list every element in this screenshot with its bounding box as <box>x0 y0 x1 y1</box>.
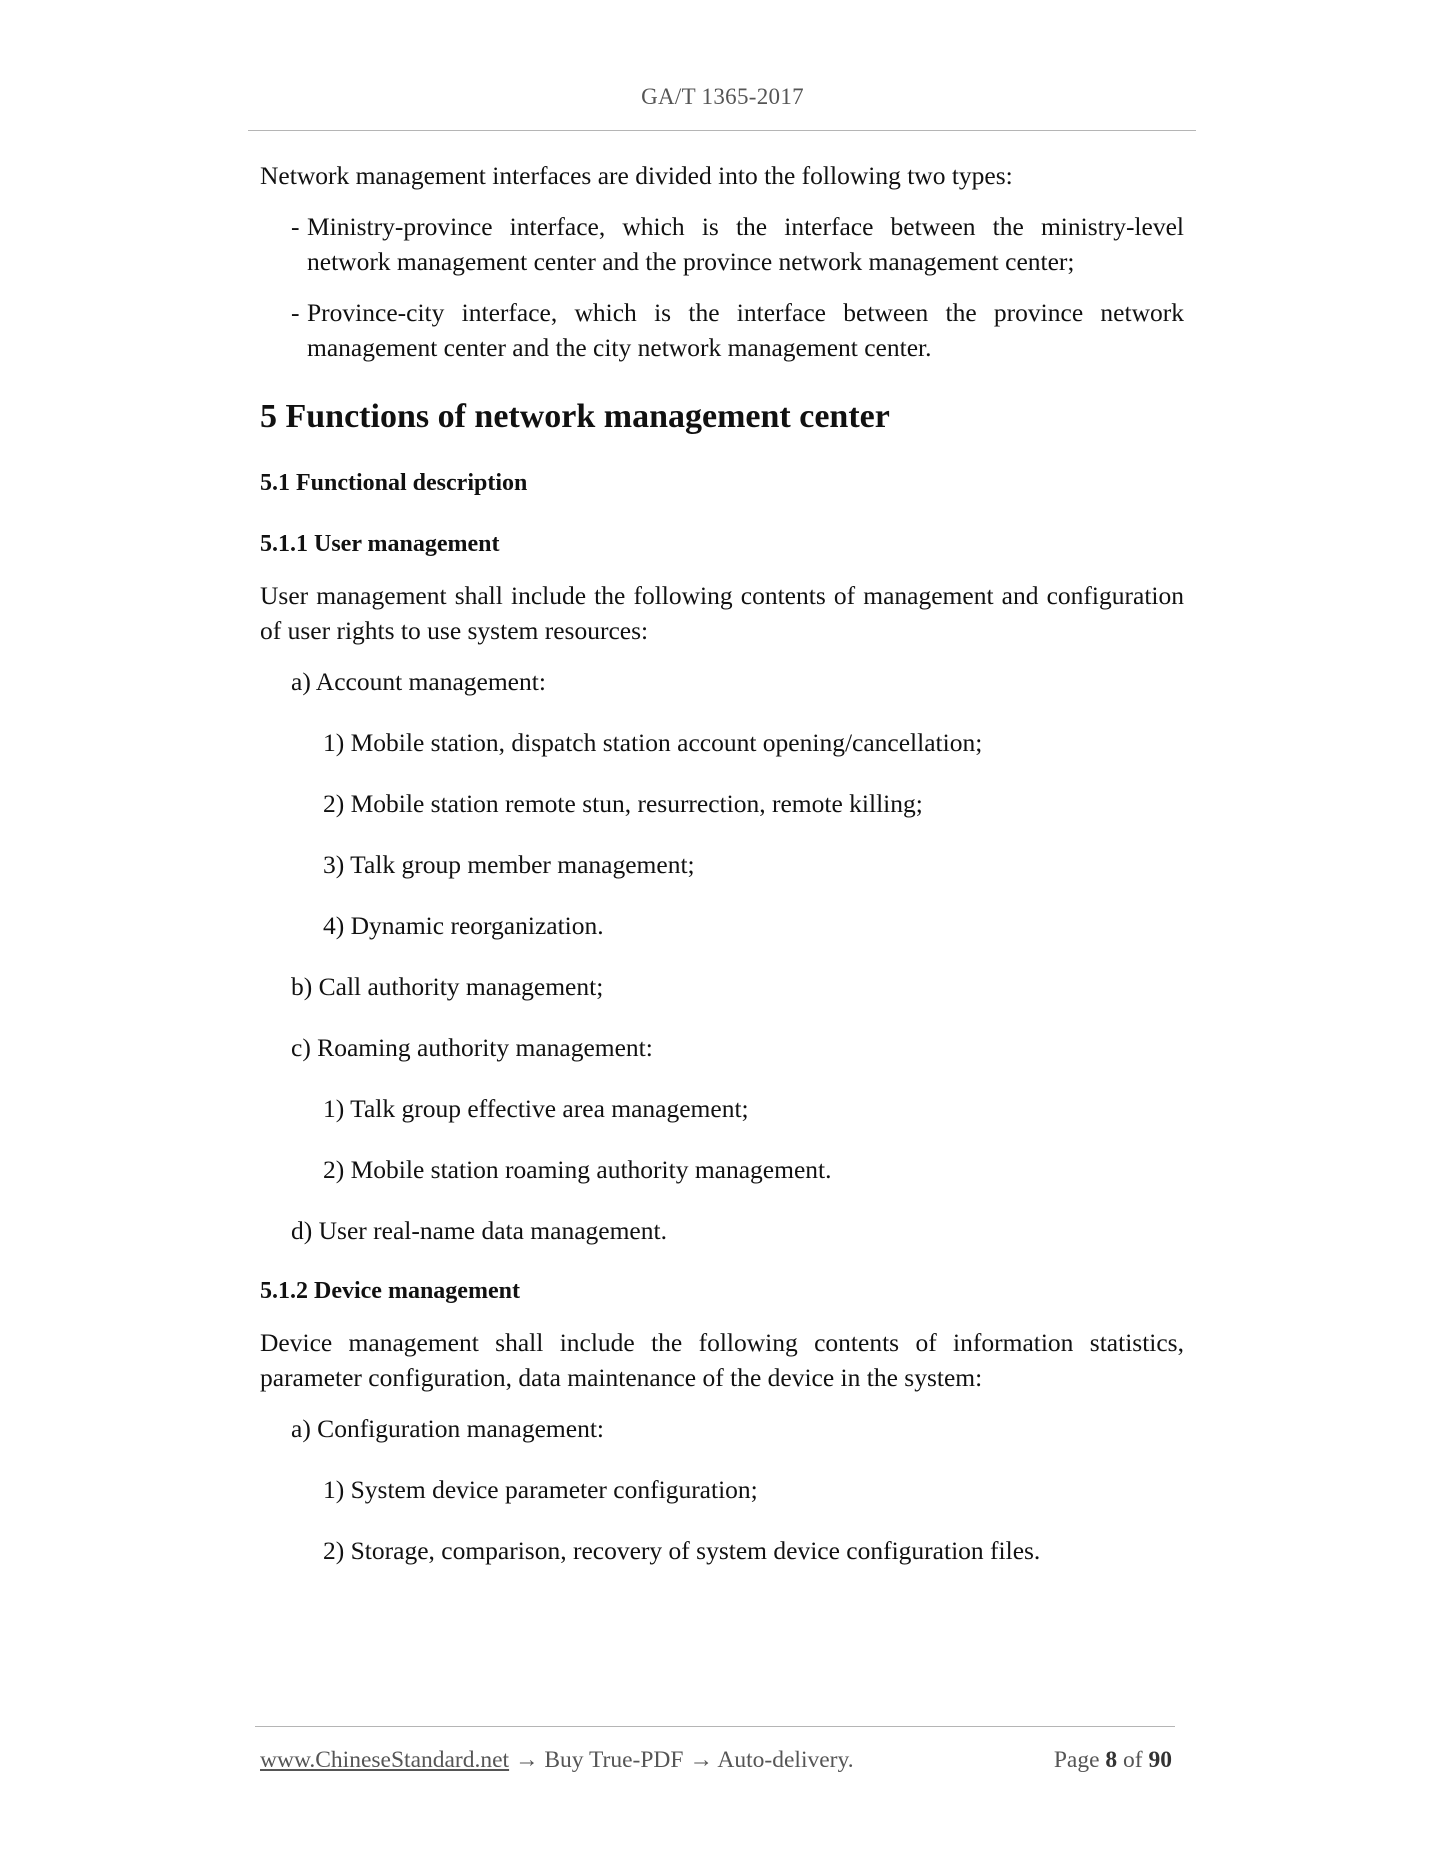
list-item-real-name-data: d) User real-name data management. <box>291 1216 667 1245</box>
user-management-intro-paragraph: User management shall include the following contents of management and configuration of user rights to use system resources: <box>260 581 1184 645</box>
list-subitem: 1) System device parameter configuration; <box>323 1475 758 1504</box>
interface-type-item-ministry-province <box>260 209 1184 279</box>
footer-promo <box>260 1744 854 1776</box>
list-item-call-authority: b) Call authority management; <box>291 972 604 1001</box>
interface-type-text: Province-city interface, which is the interface between the province network management center and the city network management center. <box>307 298 1184 362</box>
buy-true-pdf-text: Buy True-PDF <box>544 1747 684 1773</box>
interface-type-text: Ministry-province interface, which is the interface between the ministry-level network management center and the province network management center; <box>307 212 1184 276</box>
header-divider <box>248 130 1196 131</box>
list-subitem: 1) Talk group effective area management; <box>323 1094 749 1123</box>
page-total: 90 <box>1148 1747 1172 1773</box>
auto-delivery-text: Auto-delivery. <box>717 1747 854 1773</box>
page-of-label: of <box>1123 1747 1143 1773</box>
page-content <box>260 158 1184 1568</box>
arrow-right-icon: → <box>689 1747 713 1773</box>
list-subitem: 2) Mobile station remote stun, resurrection, remote killing; <box>323 789 923 818</box>
section-5-1-1-heading: 5.1.1 User management <box>260 531 500 557</box>
site-link[interactable]: www.ChineseStandard.net <box>260 1747 510 1773</box>
list-subitem: 4) Dynamic reorganization. <box>323 911 604 940</box>
page-number <box>1054 1744 1172 1776</box>
dash-bullet: - <box>291 212 300 241</box>
device-management-intro-paragraph: Device management shall include the following contents of information statistics, parameter configuration, data maintenance of the device in the system: <box>260 1328 1184 1392</box>
list-subitem: 3) Talk group member management; <box>323 850 695 879</box>
section-5-1-2-heading: 5.1.2 Device management <box>260 1278 520 1304</box>
list-subitem: 1) Mobile station, dispatch station account opening/cancellation; <box>323 728 983 757</box>
list-subitem: 2) Storage, comparison, recovery of system device configuration files. <box>323 1536 1041 1565</box>
document-header-id: GA/T 1365-2017 <box>641 84 804 109</box>
interfaces-intro-paragraph: Network management interfaces are divided into the following two types: <box>260 161 1013 190</box>
list-item-roaming-authority: c) Roaming authority management: <box>291 1033 653 1062</box>
page-current: 8 <box>1105 1747 1118 1773</box>
interface-type-item-province-city <box>260 295 1184 365</box>
section-5-heading: 5 Functions of network management center <box>260 398 890 435</box>
page-label: Page <box>1053 1747 1100 1773</box>
section-5-1-heading: 5.1 Functional description <box>260 470 528 496</box>
footer-divider <box>255 1726 1175 1727</box>
list-subitem: 2) Mobile station roaming authority management. <box>323 1155 832 1184</box>
list-item-account-management: a) Account management: <box>291 667 546 696</box>
dash-bullet: - <box>291 298 300 327</box>
list-item-configuration-management: a) Configuration management: <box>291 1414 604 1443</box>
arrow-right-icon: → <box>514 1747 539 1773</box>
